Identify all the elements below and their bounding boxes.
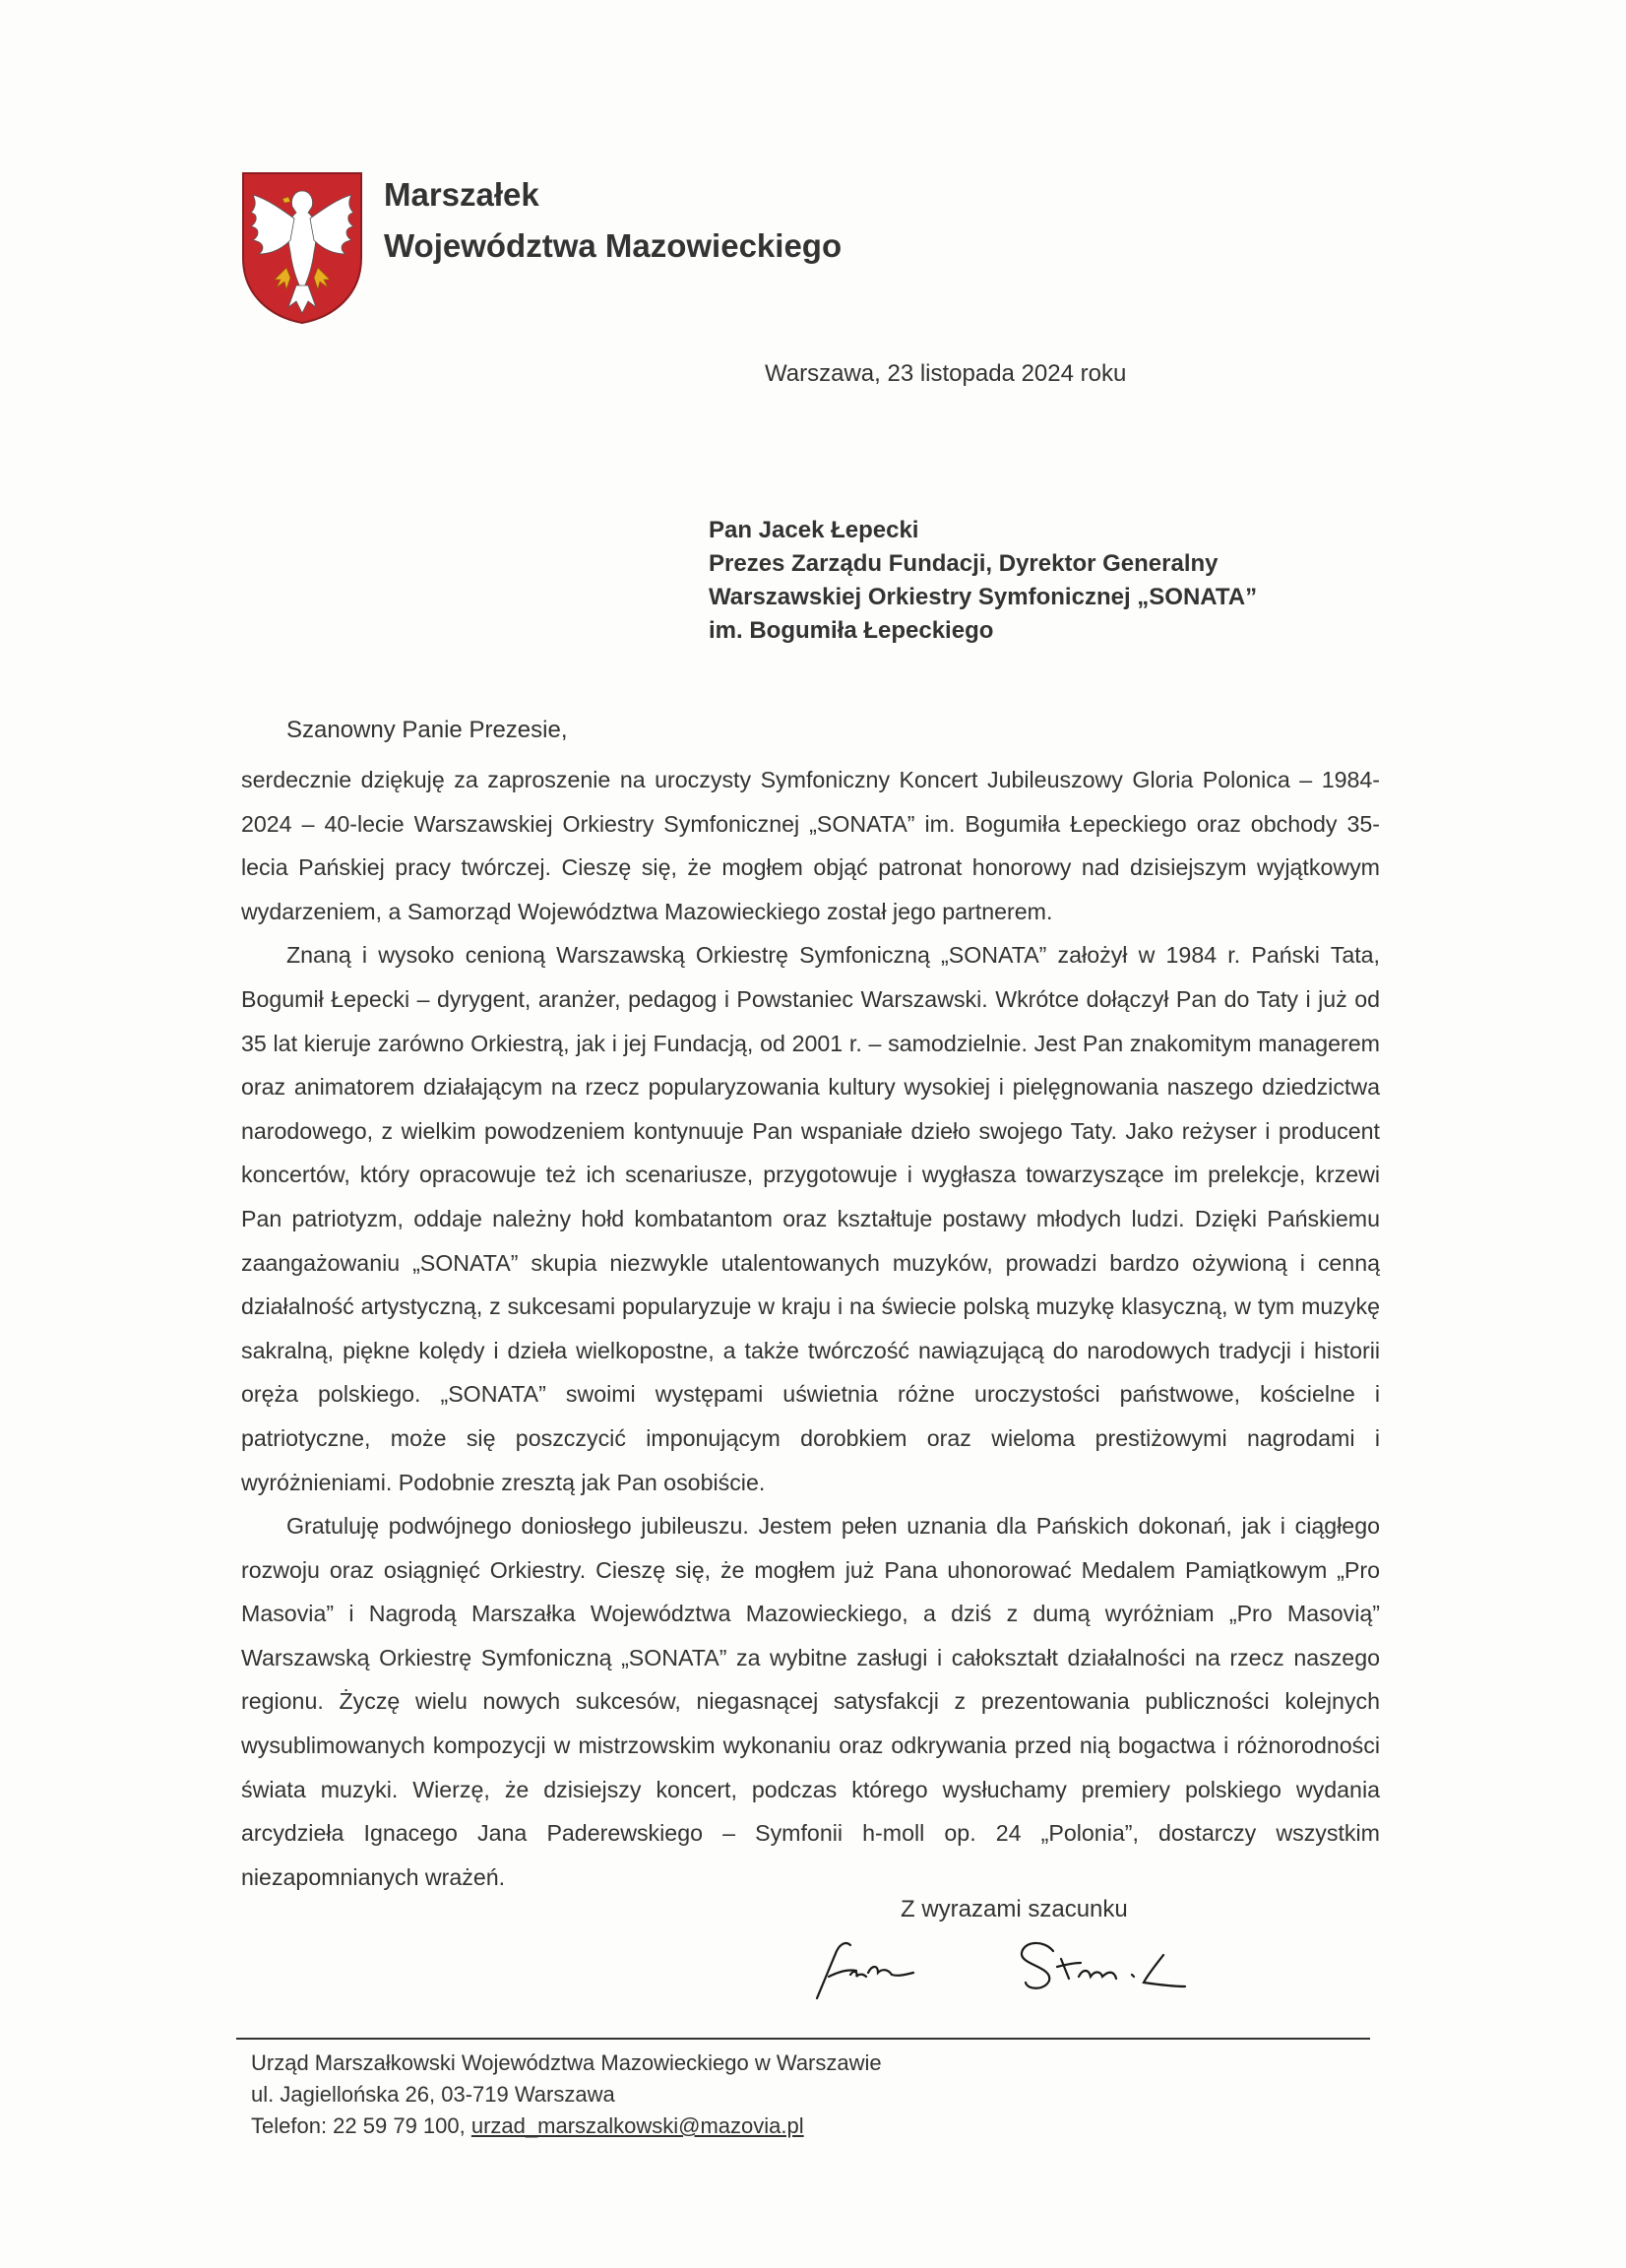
footer-address: ul. Jagiellońska 26, 03-719 Warszawa xyxy=(251,2082,615,2107)
addressee-name: Pan Jacek Łepecki xyxy=(709,517,919,543)
addressee-organization-patron: im. Bogumiła Łepeckiego xyxy=(709,617,994,644)
letter-date: Warszawa, 23 listopada 2024 roku xyxy=(765,360,1127,387)
issuer-title-line2: Województwa Mazowieckiego xyxy=(384,227,843,264)
addressee-block xyxy=(709,514,1257,648)
issuer-title xyxy=(384,169,842,272)
salutation: Szanowny Panie Prezesie, xyxy=(286,717,568,743)
body-paragraph: Gratuluję podwójnego doniosłego jubileuszu. Jestem pełen uznania dla Pańskich dokonań, jak i ciągłego rozwoju oraz osiągnięć Orkiestry. Cieszę się, że mogłem już Pana uhonorować Medalem Pamiątkowym „Pro Masovia” i Nagrodą Marszałka Województwa Mazowieckiego, a dziś z dumą wyróżniam „Pro Masovią” Warszawską Orkiestrę Symfoniczną „SONATA” za wybitne zasługi i całokształt działalności na rzecz naszego regionu. Życzę wielu nowych sukcesów, niegasnącej satysfakcji z prezentowania publiczności kolejnych wysublimowanych kompozycji w mistrzowskim wykonaniu oraz odkrywania przed nią bogactwa i różnorodności świata muzyki. Wierzę, że dzisiejszy koncert, podczas którego wysłuchamy premiery polskiego wydania arcydzieła Ignacego Jana Paderewskiego – Symfonii h-moll op. 24 „Polonia”, dostarczy wszystkim niezapomnianych wrażeń. xyxy=(241,1513,1380,1890)
addressee-organization: Warszawskiej Orkiestry Symfonicznej „SONATA” xyxy=(709,584,1258,610)
footer-divider xyxy=(236,2038,1370,2040)
footer-email-link[interactable]: urzad_marszalkowski@mazovia.pl xyxy=(470,2113,804,2138)
body-paragraph: Znaną i wysoko cenioną Warszawską Orkiestrę Symfoniczną „SONATA” założył w 1984 r. Pański Tata, Bogumił Łepecki – dyrygent, aranżer, pedagog i Powstaniec Warszawski. Wkrótce dołączył Pan do Taty i już od 35 lat kieruje zarówno Orkiestrą, jak i jej Fundacją, od 2001 r. – samodzielnie. Jest Pan znakomitym managerem oraz animatorem działającym na rzecz popularyzowania kultury wysokiej i pielęgnowania naszego dziedzictwa narodowego, z wielkim powodzeniem kontynuuje Pan wspaniałe dzieło swojego Taty. Jako reżyser i producent koncertów, który opracowuje też ich scenariusze, przygotowuje i wygłasza towarzyszące im prelekcje, krzewi Pan patriotyzm, oddaje należny hołd kombatantom oraz kształtuje postawy młodych ludzi. Dzięki Pańskiemu zaangażowaniu „SONATA” skupia niezwykle utalentowanych muzyków, prowadzi bardzo ożywioną i cenną działalność artystyczną, z sukcesami popularyzuje w kraju i na świecie polską muzykę klasyczną, w tym muzykę sakralną, piękne kolędy i dzieła wielkopostne, a także twórczość nawiązującą do narodowych tradycji i historii oręża polskiego. „SONATA” swoimi występami uświetnia różne uroczystości państwowe, kościelne i patriotyczne, może się poszczycić imponującym dorobkiem oraz wieloma prestiżowymi nagrodami i wyróżnieniami. Podobnie zresztą jak Pan osobiście. xyxy=(241,942,1380,1495)
closing-phrase: Z wyrazami szacunku xyxy=(901,1896,1128,1922)
footer-phone: Telefon: 22 59 79 100, xyxy=(251,2113,471,2138)
addressee-position: Prezes Zarządu Fundacji, Dyrektor Generalny xyxy=(709,550,1219,577)
signature-icon xyxy=(807,1929,1240,2008)
footer-office-name: Urząd Marszałkowski Województwa Mazowieckiego w Warszawie xyxy=(251,2050,882,2075)
coat-of-arms-icon xyxy=(239,169,365,325)
footer xyxy=(251,2048,882,2142)
body-paragraph: serdecznie dziękuję za zaproszenie na uroczysty Symfoniczny Koncert Jubileuszowy Gloria Polonica – 1984-2024 – 40-lecie Warszawskiej Orkiestry Symfonicznej „SONATA” im. Bogumiła Łepeckiego oraz obchody 35-lecia Pańskiej pracy twórczej. Cieszę się, że mogłem objąć patronat honorowy nad dzisiejszym wyjątkowym wydarzeniem, a Samorząd Województwa Mazowieckiego został jego partnerem. xyxy=(241,767,1380,924)
issuer-title-line1: Marszałek xyxy=(384,176,539,213)
footer-contact xyxy=(251,2110,882,2142)
letter-body xyxy=(241,758,1380,1899)
